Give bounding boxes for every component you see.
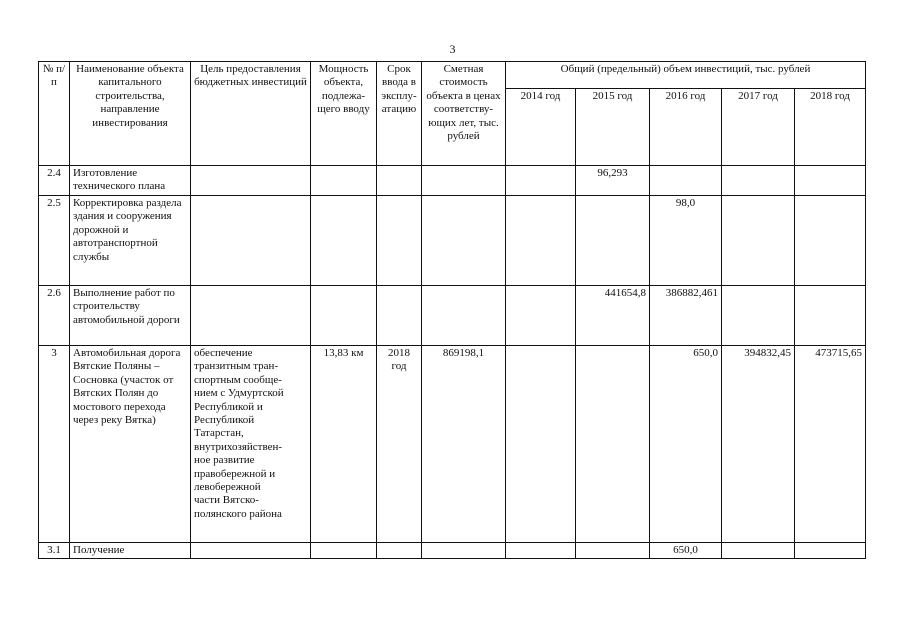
row-term: [377, 543, 422, 559]
row-term: 2018 год: [377, 346, 422, 543]
row-2014: [506, 346, 576, 543]
header-estimate: Сметная стоимость объекта в ценах соответству-ющих лет, тыс. рублей: [422, 62, 506, 166]
row-name: Выполнение работ по строительству автомобильной дороги: [70, 286, 191, 346]
row-goal: [191, 166, 311, 196]
header-capacity: Мощность объекта, подлежа-щего вводу: [311, 62, 377, 166]
row-2017: [722, 196, 795, 286]
row-term: [377, 286, 422, 346]
row-term: [377, 196, 422, 286]
row-num: 3: [39, 346, 70, 543]
row-num: 3.1: [39, 543, 70, 559]
row-2014: [506, 196, 576, 286]
row-2017: [722, 286, 795, 346]
row-2018: [795, 286, 866, 346]
header-year-2014: 2014 год: [506, 89, 576, 166]
header-total: Общий (предельный) объем инвестиций, тыс. рублей: [506, 62, 866, 89]
row-name: Автомобильная дорога Вятские Поляны – Сосновка (участок от Вятских Полян до мостового перехода через реку Вятка): [70, 346, 191, 543]
row-2016: 98,0: [650, 196, 722, 286]
header-name: Наименование объекта капитального строительства, направление инвестирования: [70, 62, 191, 166]
row-2015: [576, 346, 650, 543]
row-name: Корректировка раздела здания и сооружения дорожной и автотранспортной службы: [70, 196, 191, 286]
row-2015: [576, 543, 650, 559]
row-num: 2.5: [39, 196, 70, 286]
table-row: [39, 346, 866, 543]
row-2016: 386882,461: [650, 286, 722, 346]
row-estimate: [422, 286, 506, 346]
row-name: Получение: [70, 543, 191, 559]
row-capacity: [311, 286, 377, 346]
row-2017: [722, 543, 795, 559]
header-goal: Цель предоставления бюджетных инвестиций: [191, 62, 311, 166]
row-2018: [795, 166, 866, 196]
row-goal: [191, 543, 311, 559]
header-year-2016: 2016 год: [650, 89, 722, 166]
header-term: Срок ввода в эксплу-атацию: [377, 62, 422, 166]
row-estimate: [422, 166, 506, 196]
row-capacity: [311, 166, 377, 196]
row-2017: [722, 166, 795, 196]
header-row-top: [39, 62, 866, 89]
row-goal: [191, 196, 311, 286]
row-2015: [576, 196, 650, 286]
page-number: 3: [449, 42, 456, 56]
row-goal: обеспечение транзитным тран- спортным сообще- нием с Удмуртской Республикой и Республикой Татарстан, внутрихозяйствен- ное развитие правобережной и левобережной части Вятско- полянского района: [191, 346, 311, 543]
row-2018: 473715,65: [795, 346, 866, 543]
table-row: [39, 286, 866, 346]
row-2016: 650,0: [650, 543, 722, 559]
row-2016: 650,0: [650, 346, 722, 543]
table-row: [39, 196, 866, 286]
row-2015: 96,293: [576, 166, 650, 196]
row-2017: 394832,45: [722, 346, 795, 543]
row-num: 2.4: [39, 166, 70, 196]
table-row: [39, 166, 866, 196]
row-estimate: 869198,1: [422, 346, 506, 543]
row-2018: [795, 543, 866, 559]
row-2014: [506, 543, 576, 559]
row-2015: 441654,8: [576, 286, 650, 346]
row-num: 2.6: [39, 286, 70, 346]
row-capacity: 13,83 км: [311, 346, 377, 543]
row-2014: [506, 286, 576, 346]
table-row: [39, 543, 866, 559]
row-goal: [191, 286, 311, 346]
row-capacity: [311, 196, 377, 286]
row-2016: [650, 166, 722, 196]
header-num: № п/п: [39, 62, 70, 166]
row-2018: [795, 196, 866, 286]
row-estimate: [422, 543, 506, 559]
row-capacity: [311, 543, 377, 559]
header-year-2015: 2015 год: [576, 89, 650, 166]
header-year-2017: 2017 год: [722, 89, 795, 166]
investment-table: [38, 61, 866, 559]
row-2014: [506, 166, 576, 196]
header-year-2018: 2018 год: [795, 89, 866, 166]
row-term: [377, 166, 422, 196]
row-name: Изготовление технического плана: [70, 166, 191, 196]
row-estimate: [422, 196, 506, 286]
